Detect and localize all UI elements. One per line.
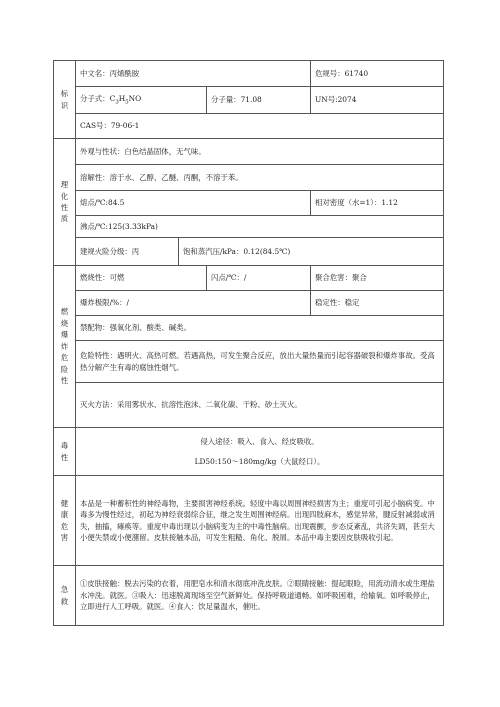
toxicity-info bbox=[76, 428, 444, 476]
section-fire-label: 燃 烧 爆 炸 危 险 性 bbox=[60, 307, 69, 386]
ld50: LD50:150～180mg/kg（大鼠经口）。 bbox=[194, 456, 325, 466]
vapor-pressure: 饱和蒸汽压/kPa：0.12(84.5℃) bbox=[179, 238, 444, 266]
section-identity bbox=[54, 61, 76, 139]
section-firstaid-label: 急 救 bbox=[60, 585, 69, 606]
solubility: 溶解性：溶于水、乙醇、乙醚、丙酮，不溶于苯。 bbox=[76, 165, 444, 191]
molecular-formula bbox=[76, 87, 207, 114]
extinguishing-method: 灭火方法：采用雾状水、抗溶性泡沫、二氧化碳、干粉、砂土灭火。 bbox=[76, 383, 444, 428]
health-hazards: 本品是一种蓄积性的神经毒物，主要损害神经系统。轻度中毒以周围神经损害为主；重度可引起小脑病变。中毒多为慢性经过，初起为神经衰弱综合征，继之发生周围神经病。出现四肢麻木，感觉异常，腱反射减弱或消失，抽搐，瘫痪等。重度中毒出现以小脑病变为主的中毒性脑病。出现震颤，步态反紊乱，共济失调，甚至大小便失禁或小便潴留。皮肤接触本品，可发生粗糙、角化、脱屑。本品中毒主要因皮肤吸收引起。 bbox=[76, 476, 444, 566]
incompatible-materials: 禁配物：强氧化剂、酸类、碱类。 bbox=[76, 316, 444, 341]
chinese-name: 中文名：丙烯酰胺 bbox=[76, 61, 311, 87]
section-health-label: 健 康 危 害 bbox=[60, 498, 69, 542]
section-toxicity bbox=[54, 428, 76, 476]
relative-density: 相对密度（水=1）：1.12 bbox=[311, 191, 444, 216]
section-firstaid bbox=[54, 566, 76, 626]
formula-suffix: NO bbox=[128, 94, 142, 103]
intake-route: 侵入途径：吸入、食入、经皮吸收。 bbox=[200, 437, 319, 447]
section-identity-label: 标 识 bbox=[60, 89, 69, 110]
section-fire bbox=[54, 266, 76, 428]
first-aid: ①皮肤接触：脱去污染的衣着，用肥皂水和清水彻底冲洗皮肤。②眼睛接触：提起眼睑，用流动清水或生理盐水冲洗。就医。③吸入：迅速脱离现场至空气新鲜处。保持呼吸道通畅。如呼吸困难，给输氧。如呼吸停止，立即进行人工呼吸。就医。④食入：饮足量温水，催吐。 bbox=[76, 566, 444, 626]
cas-number: CAS号：79-06-1 bbox=[76, 114, 444, 139]
fire-hazard-class: 建规火险分级：丙 bbox=[76, 238, 179, 266]
danger-code: 危规号：61740 bbox=[311, 61, 444, 87]
boiling-point: 沸点/℃:125(3.33kPa) bbox=[76, 216, 444, 238]
formula-mid: H bbox=[118, 94, 126, 103]
molecular-weight: 分子量：71.08 bbox=[207, 87, 311, 114]
stability: 稳定性：稳定 bbox=[311, 291, 444, 316]
msds-table bbox=[53, 60, 444, 626]
melting-point: 熔点/℃:84.5 bbox=[76, 191, 311, 216]
appearance: 外观与性状：白色结晶固体，无气味。 bbox=[76, 139, 444, 165]
section-health bbox=[54, 476, 76, 566]
section-toxicity-label: 毒 性 bbox=[60, 441, 69, 462]
flammability: 燃烧性：可燃 bbox=[76, 266, 207, 291]
section-physchem-label: 理 化 性 质 bbox=[60, 180, 69, 224]
explosion-limit: 爆炸极限/%：/ bbox=[76, 291, 311, 316]
formula-prefix: 分子式：C bbox=[80, 94, 116, 103]
un-number: UN号:2074 bbox=[311, 87, 444, 114]
flash-point: 闪点/℃：/ bbox=[207, 266, 311, 291]
polymerization-hazard: 聚合危害：聚合 bbox=[311, 266, 444, 291]
formula-n-sub: 5 bbox=[125, 99, 129, 106]
formula-h-sub: 3 bbox=[115, 99, 119, 106]
hazard-characteristics: 危险特性：遇明火、高热可燃。若遇高热，可发生聚合反应，放出大量热量而引起容器破裂和爆炸事故。受高热分解产生有毒的腐蚀性烟气。 bbox=[76, 341, 444, 383]
section-physchem bbox=[54, 139, 76, 266]
